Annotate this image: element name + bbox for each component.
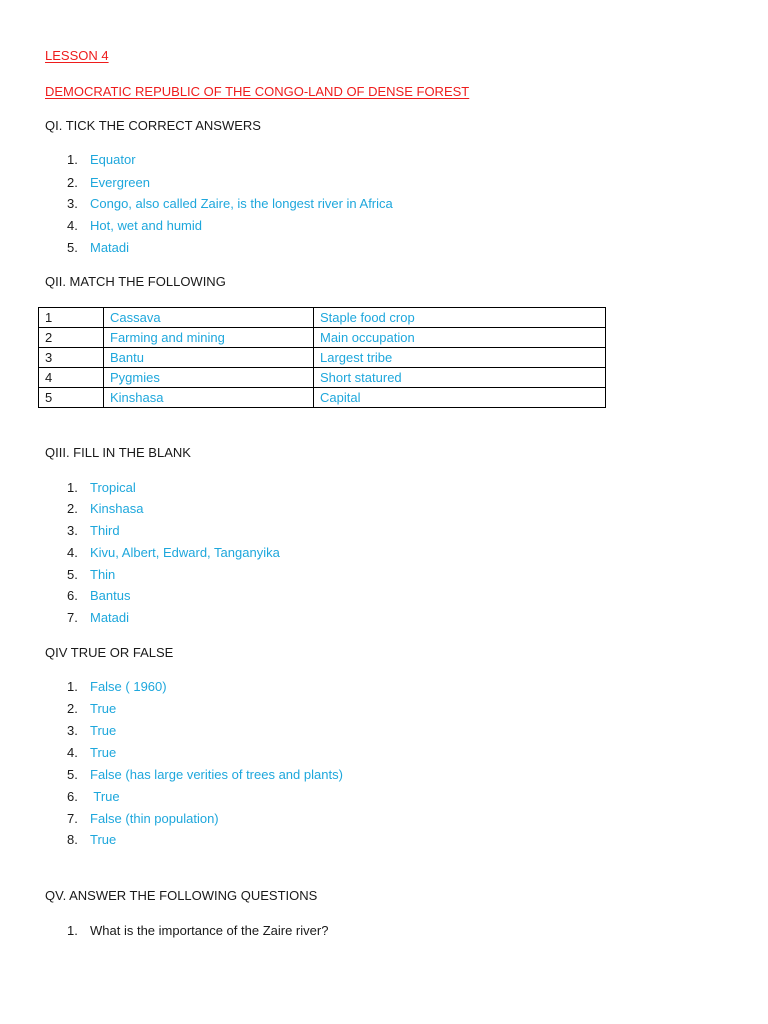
q3-item <box>67 567 115 583</box>
item-answer: Bantus <box>90 588 131 603</box>
item-answer: Matadi <box>90 240 130 255</box>
item-answer: True <box>90 723 117 738</box>
q1-item <box>67 196 393 212</box>
item-answer: False ( 1960) <box>90 679 167 694</box>
row-number: 5 <box>39 388 104 408</box>
item-number: 1. <box>67 480 78 495</box>
item-number: 8. <box>67 832 78 847</box>
item-answer: Kivu, Albert, Edward, Tanganyika <box>90 545 280 560</box>
item-answer: Congo, also called Zaire, is the longest river in Africa <box>90 196 393 211</box>
item-number: 3. <box>67 196 78 211</box>
q1-item <box>67 175 150 191</box>
match-term: Kinshasa <box>104 388 314 408</box>
q3-item <box>67 501 143 517</box>
table-row <box>39 328 606 348</box>
q1-item <box>67 240 129 256</box>
match-description: Largest tribe <box>314 348 606 368</box>
q3-item <box>67 545 280 561</box>
q4-item <box>67 723 116 739</box>
lesson-label: LESSON 4 <box>45 48 109 63</box>
item-answer: Equator <box>90 152 136 167</box>
match-description: Staple food crop <box>314 308 606 328</box>
q3-item <box>67 610 129 626</box>
item-number: 1. <box>67 679 78 694</box>
item-answer: Thin <box>90 567 116 582</box>
item-answer: False (has large verities of trees and plants) <box>90 767 343 782</box>
q4-item <box>67 789 120 805</box>
item-number: 3. <box>67 523 78 538</box>
item-number: 2. <box>67 701 78 716</box>
q1-heading: QI. TICK THE CORRECT ANSWERS <box>45 118 261 133</box>
item-number: 5. <box>67 567 78 582</box>
q4-item <box>67 679 167 695</box>
match-description: Capital <box>314 388 606 408</box>
item-answer: Kinshasa <box>90 501 144 516</box>
match-term: Farming and mining <box>104 328 314 348</box>
item-number: 7. <box>67 610 78 625</box>
item-answer: True <box>90 701 117 716</box>
match-term: Bantu <box>104 348 314 368</box>
q4-item <box>67 767 343 783</box>
lesson-title: DEMOCRATIC REPUBLIC OF THE CONGO-LAND OF DENSE FOREST <box>45 84 470 99</box>
q3-heading: QIII. FILL IN THE BLANK <box>45 445 191 460</box>
item-number: 5. <box>67 767 78 782</box>
q4-heading: QIV TRUE OR FALSE <box>45 645 174 660</box>
q4-item <box>67 701 116 717</box>
match-term: Pygmies <box>104 368 314 388</box>
match-description: Short statured <box>314 368 606 388</box>
item-answer: Evergreen <box>90 175 150 190</box>
item-number: 6. <box>67 588 78 603</box>
item-number: 1. <box>67 152 78 167</box>
item-number: 4. <box>67 745 78 760</box>
q4-item <box>67 832 116 848</box>
item-answer: True <box>90 745 117 760</box>
table-row <box>39 308 606 328</box>
row-number: 3 <box>39 348 104 368</box>
item-answer: Tropical <box>90 480 136 495</box>
item-number: 3. <box>67 723 78 738</box>
row-number: 4 <box>39 368 104 388</box>
q1-item <box>67 152 136 168</box>
q3-item <box>67 523 120 539</box>
table-row <box>39 388 606 408</box>
item-answer: Hot, wet and humid <box>90 218 203 233</box>
q5-heading: QV. ANSWER THE FOLLOWING QUESTIONS <box>45 888 318 903</box>
q1-item <box>67 218 202 234</box>
q3-item <box>67 480 136 496</box>
item-number: 4. <box>67 545 78 560</box>
item-answer: False (thin population) <box>90 811 219 826</box>
q4-item <box>67 745 116 761</box>
row-number: 2 <box>39 328 104 348</box>
q3-item <box>67 588 130 604</box>
item-answer: Matadi <box>90 610 130 625</box>
item-number: 5. <box>67 240 78 255</box>
q5-item <box>67 923 328 939</box>
q4-item <box>67 811 219 827</box>
match-description: Main occupation <box>314 328 606 348</box>
item-answer: True <box>90 789 120 804</box>
row-number: 1 <box>39 308 104 328</box>
item-number: 1. <box>67 923 78 938</box>
item-number: 7. <box>67 811 78 826</box>
item-number: 6. <box>67 789 78 804</box>
question-text: What is the importance of the Zaire river? <box>90 923 329 938</box>
item-answer: True <box>90 832 117 847</box>
table-row <box>39 348 606 368</box>
item-number: 4. <box>67 218 78 233</box>
table-row <box>39 368 606 388</box>
match-table <box>38 307 606 408</box>
item-number: 2. <box>67 175 78 190</box>
match-term: Cassava <box>104 308 314 328</box>
item-answer: Third <box>90 523 120 538</box>
q2-heading: QII. MATCH THE FOLLOWING <box>45 274 226 289</box>
item-number: 2. <box>67 501 78 516</box>
